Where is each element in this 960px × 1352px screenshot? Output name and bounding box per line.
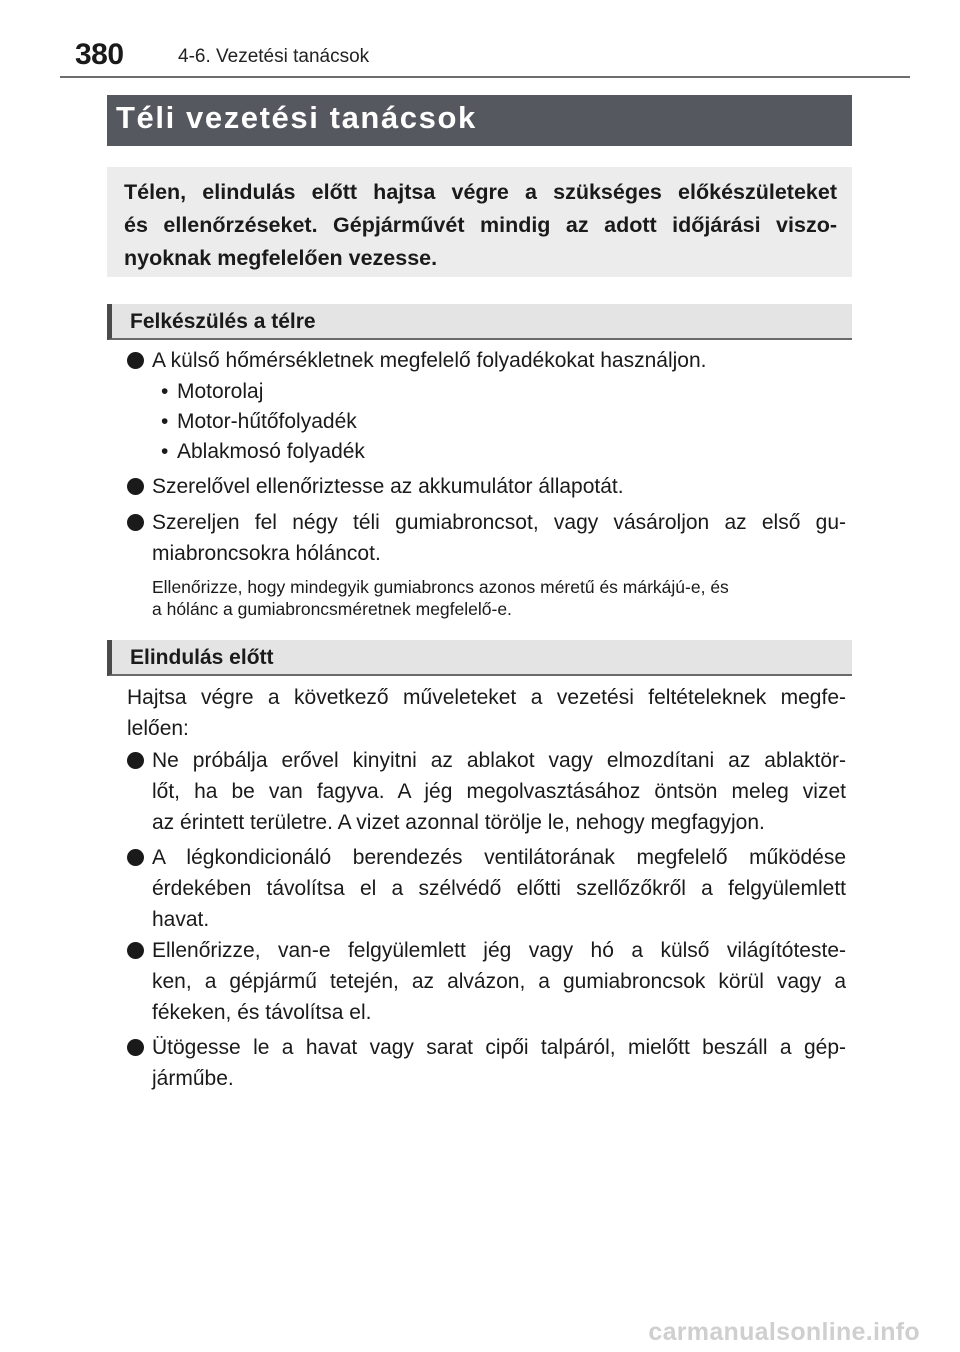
running-header: 4-6. Vezetési tanácsok bbox=[178, 46, 370, 67]
bullet-line: A külső hőmérsékletnek megfelelő folyadékokat használjon. bbox=[152, 349, 707, 372]
intro-line: Télen, elindulás előtt hajtsa végre a szükséges előkészületeket bbox=[124, 180, 837, 204]
bullet-line: miabroncsokra hóláncot. bbox=[152, 542, 381, 565]
bullet-icon bbox=[127, 752, 144, 769]
bullet-line: A légkondicionáló berendezés ventilátorának megfelelő működése bbox=[152, 846, 846, 869]
bullet-line: érdekében távolítsa el a szélvédő előtti szellőzőkről a felgyülemlett bbox=[152, 877, 846, 900]
bullet-line: Szereljen fel négy téli gumiabroncsot, vagy vásároljon az első gu- bbox=[152, 511, 846, 534]
bullet-text bbox=[152, 1032, 846, 1094]
header-divider bbox=[60, 76, 910, 78]
intro-box bbox=[107, 167, 852, 277]
bullet-line: Ne próbálja erővel kinyitni az ablakot vagy elmozdítani az ablaktör- bbox=[152, 749, 846, 772]
bullet-text bbox=[152, 471, 846, 502]
bullet-text bbox=[152, 935, 846, 1028]
bullet-line: járműbe. bbox=[152, 1067, 234, 1090]
list-item: • Motorolaj bbox=[161, 378, 263, 406]
list-item: • Ablakmosó folyadék bbox=[161, 438, 365, 466]
section-intro bbox=[127, 682, 846, 744]
bullet-text bbox=[152, 842, 846, 935]
bullet-line: Ellenőrizze, van-e felgyülemlett jég vagy hó a külső világítóteste- bbox=[152, 939, 846, 962]
bullet-line: ken, a gépjármű tetején, az alvázon, a gumiabroncsok körül vagy a bbox=[152, 970, 846, 993]
bullet-icon bbox=[127, 514, 144, 531]
watermark: carmanualsonline.info bbox=[648, 1318, 920, 1346]
bullet-icon bbox=[127, 478, 144, 495]
list-item: • Motor-hűtőfolyadék bbox=[161, 408, 357, 436]
bullet-line: Ütögesse le a havat vagy sarat cipői talpáról, mielőtt beszáll a gép- bbox=[152, 1036, 846, 1059]
intro-line: nyoknak megfelelően vezesse. bbox=[124, 246, 438, 270]
bullet-line: az érintett területre. A vizet azonnal törölje le, nehogy megfagyjon. bbox=[152, 811, 765, 834]
section-heading-preparation: Felkészülés a télre bbox=[107, 304, 852, 340]
bullet-icon bbox=[127, 352, 144, 369]
intro-line: és ellenőrzéseket. Gépjárművét mindig az adott időjárási viszo- bbox=[124, 213, 837, 237]
page-number: 380 bbox=[75, 38, 124, 71]
page-title: Téli vezetési tanácsok bbox=[107, 95, 852, 146]
bullet-line: lőt, ha be van fagyva. A jég megolvasztásához öntsön meleg vizet bbox=[152, 780, 846, 803]
note-text bbox=[152, 576, 846, 620]
bullet-icon bbox=[127, 849, 144, 866]
bullet-icon bbox=[127, 1039, 144, 1056]
intro-line: lelően: bbox=[127, 717, 189, 740]
note-line: Ellenőrizze, hogy mindegyik gumiabroncs azonos méretű és márkájú-e, és bbox=[152, 577, 729, 597]
bullet-text bbox=[152, 745, 846, 838]
intro-line: Hajtsa végre a következő műveleteket a vezetési feltételeknek megfe- bbox=[127, 686, 846, 709]
note-line: a hólánc a gumiabroncsméretnek megfelelő-e. bbox=[152, 599, 512, 619]
section-heading-before-start: Elindulás előtt bbox=[107, 640, 852, 676]
bullet-line: havat. bbox=[152, 908, 210, 931]
bullet-text bbox=[152, 507, 846, 569]
bullet-line: fékeken, és távolítsa el. bbox=[152, 1001, 372, 1024]
bullet-text bbox=[152, 345, 846, 376]
bullet-line: Szerelővel ellenőriztesse az akkumulátor állapotát. bbox=[152, 475, 624, 498]
bullet-icon bbox=[127, 942, 144, 959]
